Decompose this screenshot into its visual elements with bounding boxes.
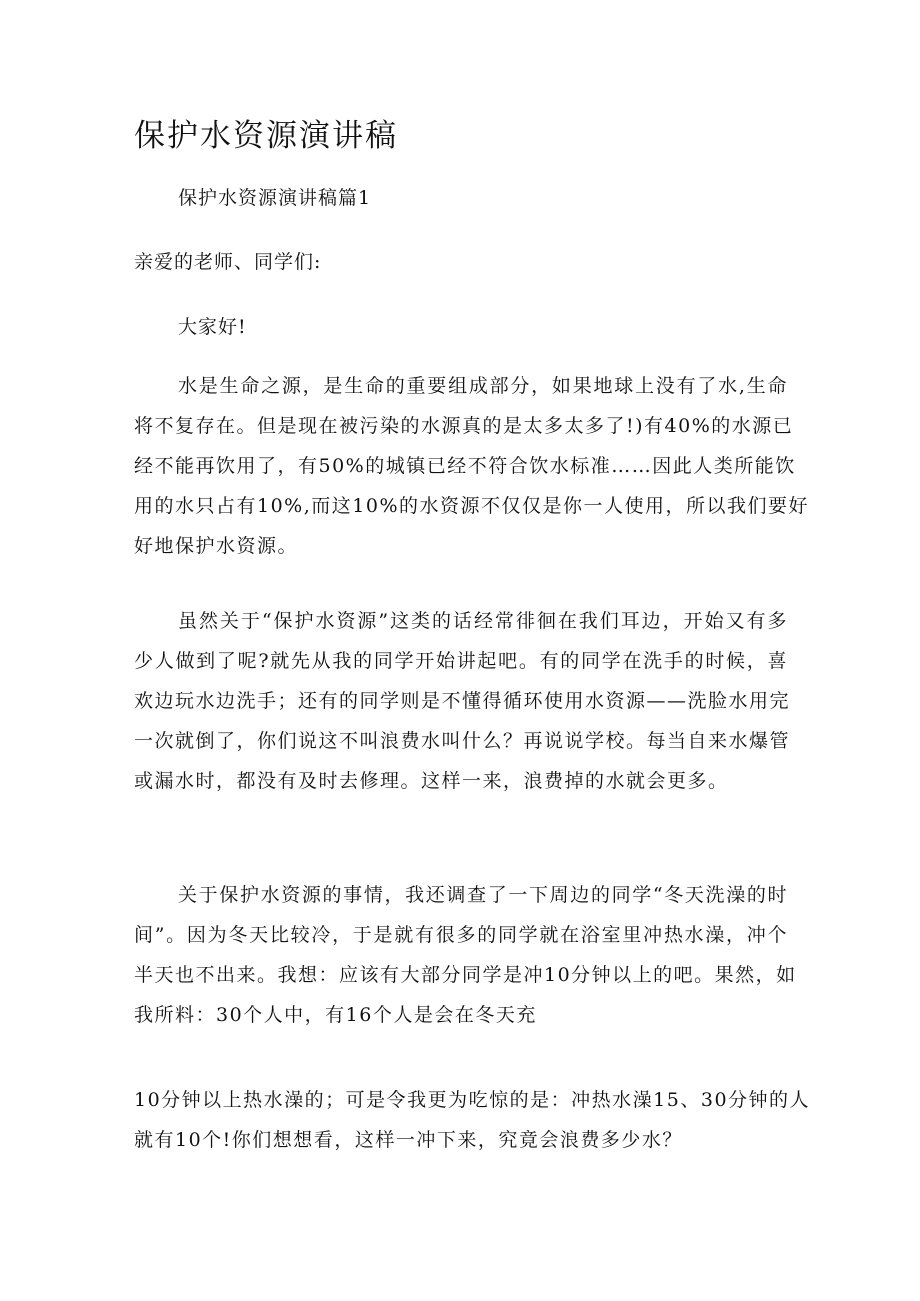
document-subtitle: 保护水资源演讲稿篇1 [178,187,372,209]
paragraph-line: 一次就倒了，你们说这不叫浪费水叫什么？再说说学校。每当自来水爆管 [134,730,791,752]
paragraph-line: 10分钟以上热水澡的；可是令我更为吃惊的是：冲热水澡15、30分钟的人 [134,1089,811,1111]
paragraph-line: 我所料：30个人中，有16个人是会在冬天充 [134,1004,537,1026]
paragraph-line: 经不能再饮用了，有50%的城镇已经不符合饮水标准……因此人类所能饮 [134,455,796,477]
paragraph-line: 或漏水时，都没有及时去修理。这样一来，浪费掉的水就会更多。 [134,770,729,792]
paragraph-2 [134,601,791,801]
paragraph-line: 间”。因为冬天比较冷，于是就有很多的同学就在浴室里冲热水澡，冲个 [134,924,788,946]
document-title: 保护水资源演讲稿 [134,118,398,154]
greeting: 大家好! [178,316,247,338]
paragraph-line: 少人做到了呢?就先从我的同学开始讲起吧。有的同学在洗手的时候，喜 [134,650,788,672]
salutation: 亲爱的老师、同学们: [134,251,322,273]
paragraph-line: 虽然关于“保护水资源”这类的话经常徘徊在我们耳边，开始又有多 [178,610,788,632]
paragraph-line: 欢边玩水边洗手；还有的同学则是不懂得循环使用水资源——洗脸水用完 [134,690,791,712]
paragraph-line: 关于保护水资源的事情，我还调查了一下周边的同学“冬天洗澡的时 [178,884,788,906]
paragraph-3 [134,875,797,1035]
paragraph-line: 就有10个!你们想想看，这样一冲下来，究竟会浪费多少水？ [134,1129,683,1151]
paragraph-line: 半天也不出来。我想：应该有大部分同学是冲10分钟以上的吧。果然，如 [134,964,797,986]
paragraph-1 [134,366,810,566]
paragraph-line: 用的水只占有10%,而这10%的水资源不仅仅是你一人使用，所以我们要好 [134,495,810,517]
paragraph-line: 好地保护水资源。 [134,535,299,557]
paragraph-line: 水是生命之源，是生命的重要组成部分，如果地球上没有了水,生命 [178,375,788,397]
paragraph-4 [134,1080,811,1160]
paragraph-line: 将不复存在。但是现在被污染的水源真的是太多太多了!)有40%的水源已 [134,415,794,437]
